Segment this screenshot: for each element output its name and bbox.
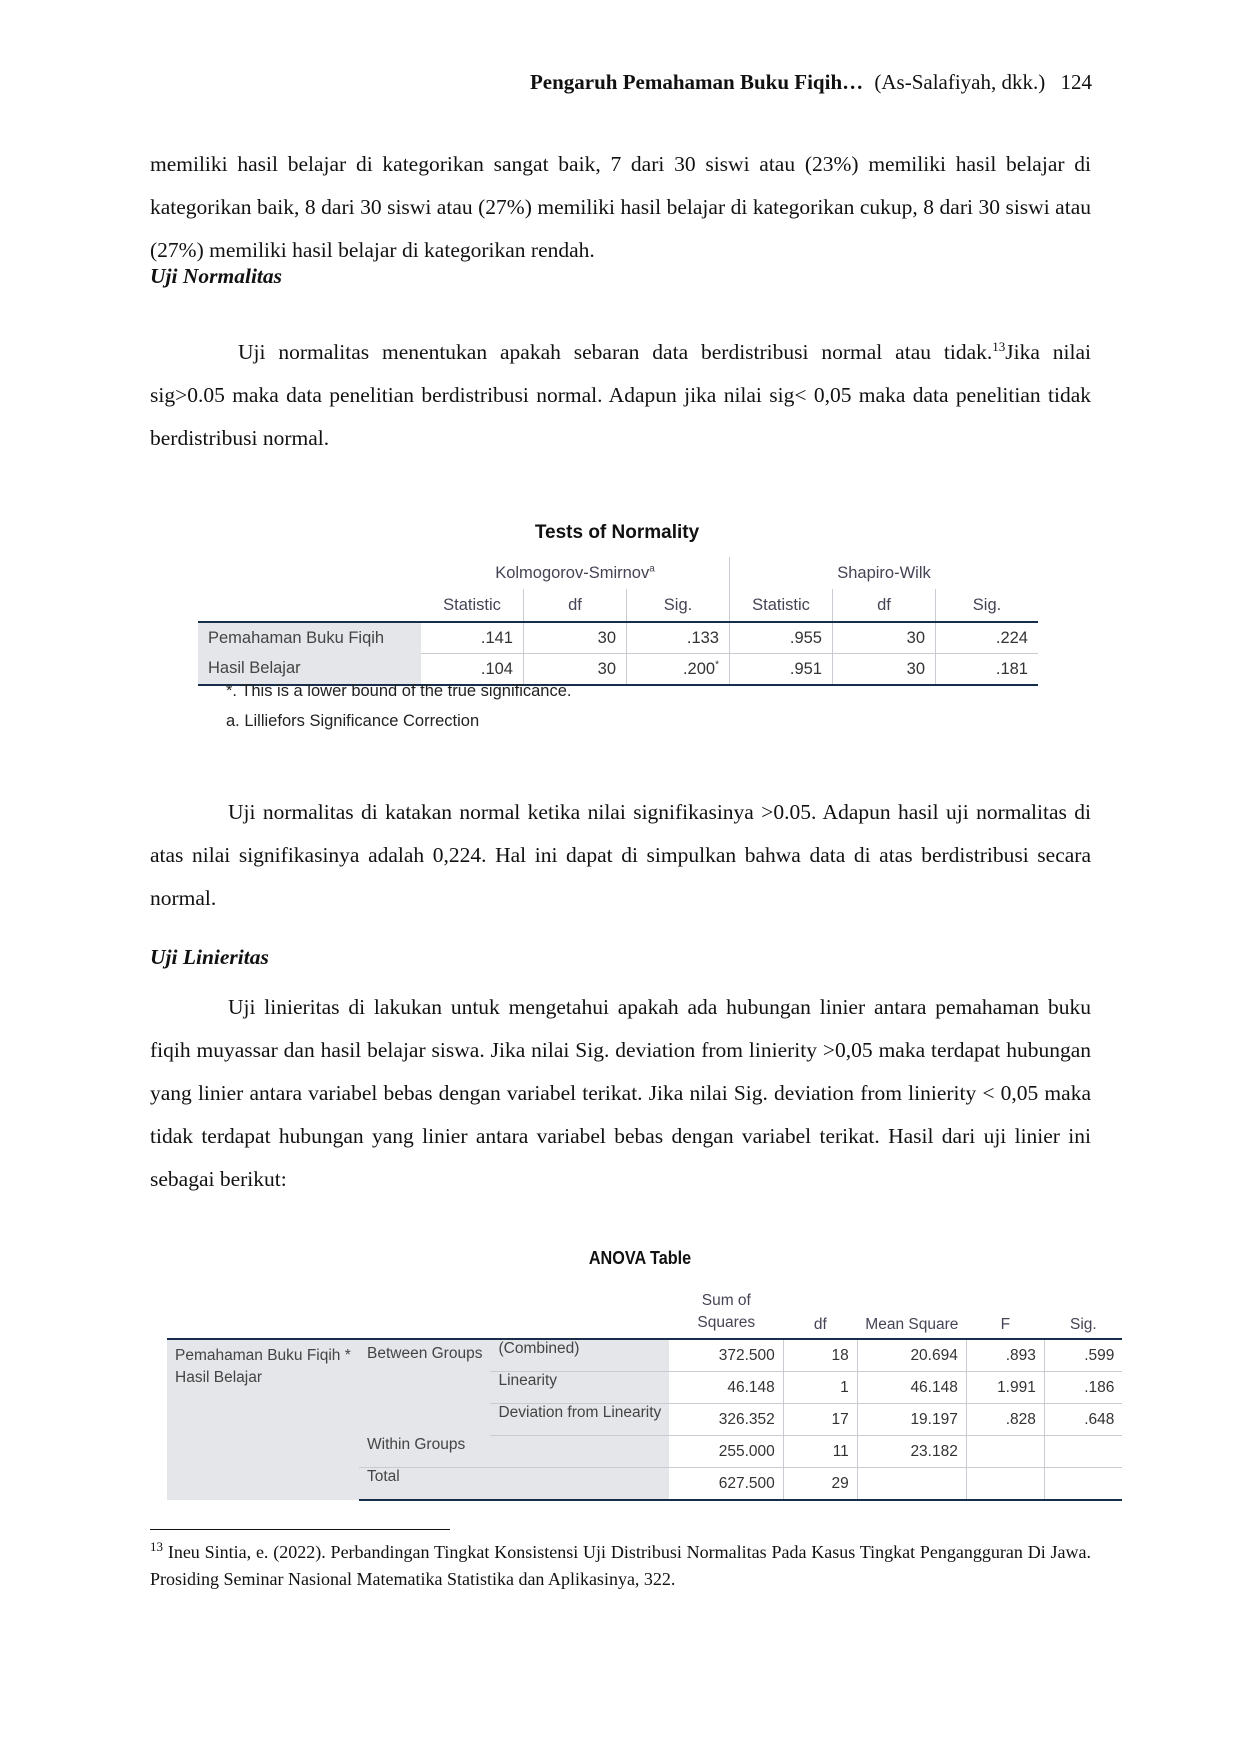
page-number: 124 [1060, 70, 1092, 94]
table-cell: 17 [783, 1404, 857, 1436]
table-cell: .893 [966, 1339, 1044, 1372]
table-note: a. Lilliefors Significance Correction [226, 712, 480, 730]
table-cell: 30 [833, 654, 936, 686]
section-heading-linearity: Uji Linieritas [150, 945, 269, 969]
normality-table-title: Tests of Normality [534, 522, 700, 543]
table-cell: 30 [524, 622, 627, 654]
footnote-text: Ineu Sintia, e. (2022). Perbandingan Tingkat Konsistensi Uji Distribusi Normalitas Pada Kasus Tingkat Pengangguran Di Jawa. Prosiding Seminar Nasional Matematika Statistika dan Aplikasinya, 322. [150, 1542, 1092, 1589]
table-cell [1044, 1436, 1122, 1468]
col-header: F [966, 1283, 1044, 1339]
significance-mark: * [715, 659, 719, 670]
paragraph-linearity-intro: Uji linieritas di lakukan untuk mengetahui apakah ada hubungan linier antara pemahaman buku fiqih muyassar dan hasil belajar siswa. Jika nilai Sig. deviation from linierity >0,05 maka terdapat hubungan yang linier antara variabel bebas dengan variabel terikat. Jika nilai Sig. deviation from linierity < 0,05 maka tidak terdapat hubungan yang linier antara variabel bebas dengan variabel terikat. Hasil dari uji linier ini sebagai berikut: [150, 995, 1091, 1191]
table-cell: .200* [627, 654, 730, 686]
col-header: df [783, 1283, 857, 1339]
running-head-authors: (As-Salafiyah, dkk.) [874, 70, 1046, 94]
table-cell: 18 [783, 1339, 857, 1372]
table-cell [857, 1468, 966, 1501]
group-label: Total [359, 1468, 669, 1501]
running-head-title: Pengaruh Pemahaman Buku Fiqih… [529, 70, 864, 94]
row-label: Pemahaman Buku Fiqih [198, 622, 421, 654]
table-cell: .955 [730, 622, 833, 654]
table-cell: .133 [627, 622, 730, 654]
col-header: df [524, 589, 627, 622]
table-cell: .181 [936, 654, 1039, 686]
col-header: df [833, 589, 936, 622]
sub-label: Deviation from Linearity [490, 1404, 669, 1436]
table-cell: 46.148 [669, 1372, 783, 1404]
paragraph-normality-intro-b: Jika nilai sig>0.05 maka data penelitian berdistribusi normal. Adapun jika nilai sig< 0,05 maka data penelitian tidak berdistribusi normal. [150, 340, 1091, 450]
anova-table [167, 1283, 1122, 1501]
col-header: Sig. [1044, 1283, 1122, 1339]
table-cell: 30 [524, 654, 627, 686]
table-cell: .951 [730, 654, 833, 686]
table-cell: 19.197 [857, 1404, 966, 1436]
table-cell: 627.500 [669, 1468, 783, 1501]
table-cell: 326.352 [669, 1404, 783, 1436]
table-cell: 1.991 [966, 1372, 1044, 1404]
table-cell: 46.148 [857, 1372, 966, 1404]
table-cell: 29 [783, 1468, 857, 1501]
table-cell: .224 [936, 622, 1039, 654]
table-cell: .141 [421, 622, 524, 654]
table-cell: 23.182 [857, 1436, 966, 1468]
table-cell: 255.000 [669, 1436, 783, 1468]
normality-table [198, 557, 1038, 686]
paragraph-normality-intro-a: Uji normalitas menentukan apakah sebaran data berdistribusi normal atau tidak. [238, 340, 993, 364]
table-row [167, 1339, 1122, 1372]
table-cell: .104 [421, 654, 524, 686]
table-note: *. This is a lower bound of the true significance. [226, 682, 572, 700]
sub-label: (Combined) [490, 1339, 669, 1372]
table-row [198, 654, 1038, 686]
table-cell: 11 [783, 1436, 857, 1468]
row-label: Pemahaman Buku Fiqih * Hasil Belajar [167, 1339, 359, 1500]
table-cell: 20.694 [857, 1339, 966, 1372]
group-header-sw: Shapiro-Wilk [837, 563, 931, 582]
col-header: Sum of Squares [669, 1283, 783, 1339]
table-cell [1044, 1468, 1122, 1501]
running-head [530, 70, 1092, 95]
row-label: Hasil Belajar [198, 654, 421, 686]
footnote-number: 13 [150, 1539, 163, 1554]
sub-label: Linearity [490, 1372, 669, 1404]
table-cell: .186 [1044, 1372, 1122, 1404]
anova-table-title: ANOVA Table [588, 1248, 692, 1268]
table-cell: 372.500 [669, 1339, 783, 1372]
col-header: Mean Square [857, 1283, 966, 1339]
table-cell: 1 [783, 1372, 857, 1404]
table-row [198, 622, 1038, 654]
footnote-ref: 13 [992, 338, 1006, 354]
footnote [150, 1539, 1091, 1593]
paragraph-results-categories: memiliki hasil belajar di kategorikan sangat baik, 7 dari 30 siswi atau (23%) memiliki hasil belajar di kategorikan baik, 8 dari 30 siswi atau (27%) memiliki hasil belajar di kategorikan cukup, 8 dari 30 siswi atau (27%) memiliki hasil belajar di kategorikan rendah. [150, 152, 1091, 262]
col-header: Statistic [730, 589, 833, 622]
paragraph-normality-result: Uji normalitas di katakan normal ketika nilai signifikasinya >0.05. Adapun hasil uji normalitas di atas nilai signifikasinya adalah 0,224. Hal ini dapat di simpulkan bahwa data di atas berdistribusi secara normal. [150, 800, 1091, 910]
table-cell: 30 [833, 622, 936, 654]
group-label: Between Groups [359, 1339, 490, 1436]
footnote-rule [150, 1529, 450, 1530]
section-heading-normality: Uji Normalitas [150, 264, 283, 288]
group-header-ks: Kolmogorov-Smirnov$^a$ [421, 557, 730, 589]
table-cell: .599 [1044, 1339, 1122, 1372]
col-header: Statistic [421, 589, 524, 622]
table-cell [966, 1436, 1044, 1468]
paragraph-normality-intro [150, 331, 1091, 460]
col-header: Sig. [936, 589, 1039, 622]
table-cell: .648 [1044, 1404, 1122, 1436]
table-cell: .828 [966, 1404, 1044, 1436]
table-cell [966, 1468, 1044, 1501]
group-label: Within Groups [359, 1436, 669, 1468]
col-header: Sig. [627, 589, 730, 622]
